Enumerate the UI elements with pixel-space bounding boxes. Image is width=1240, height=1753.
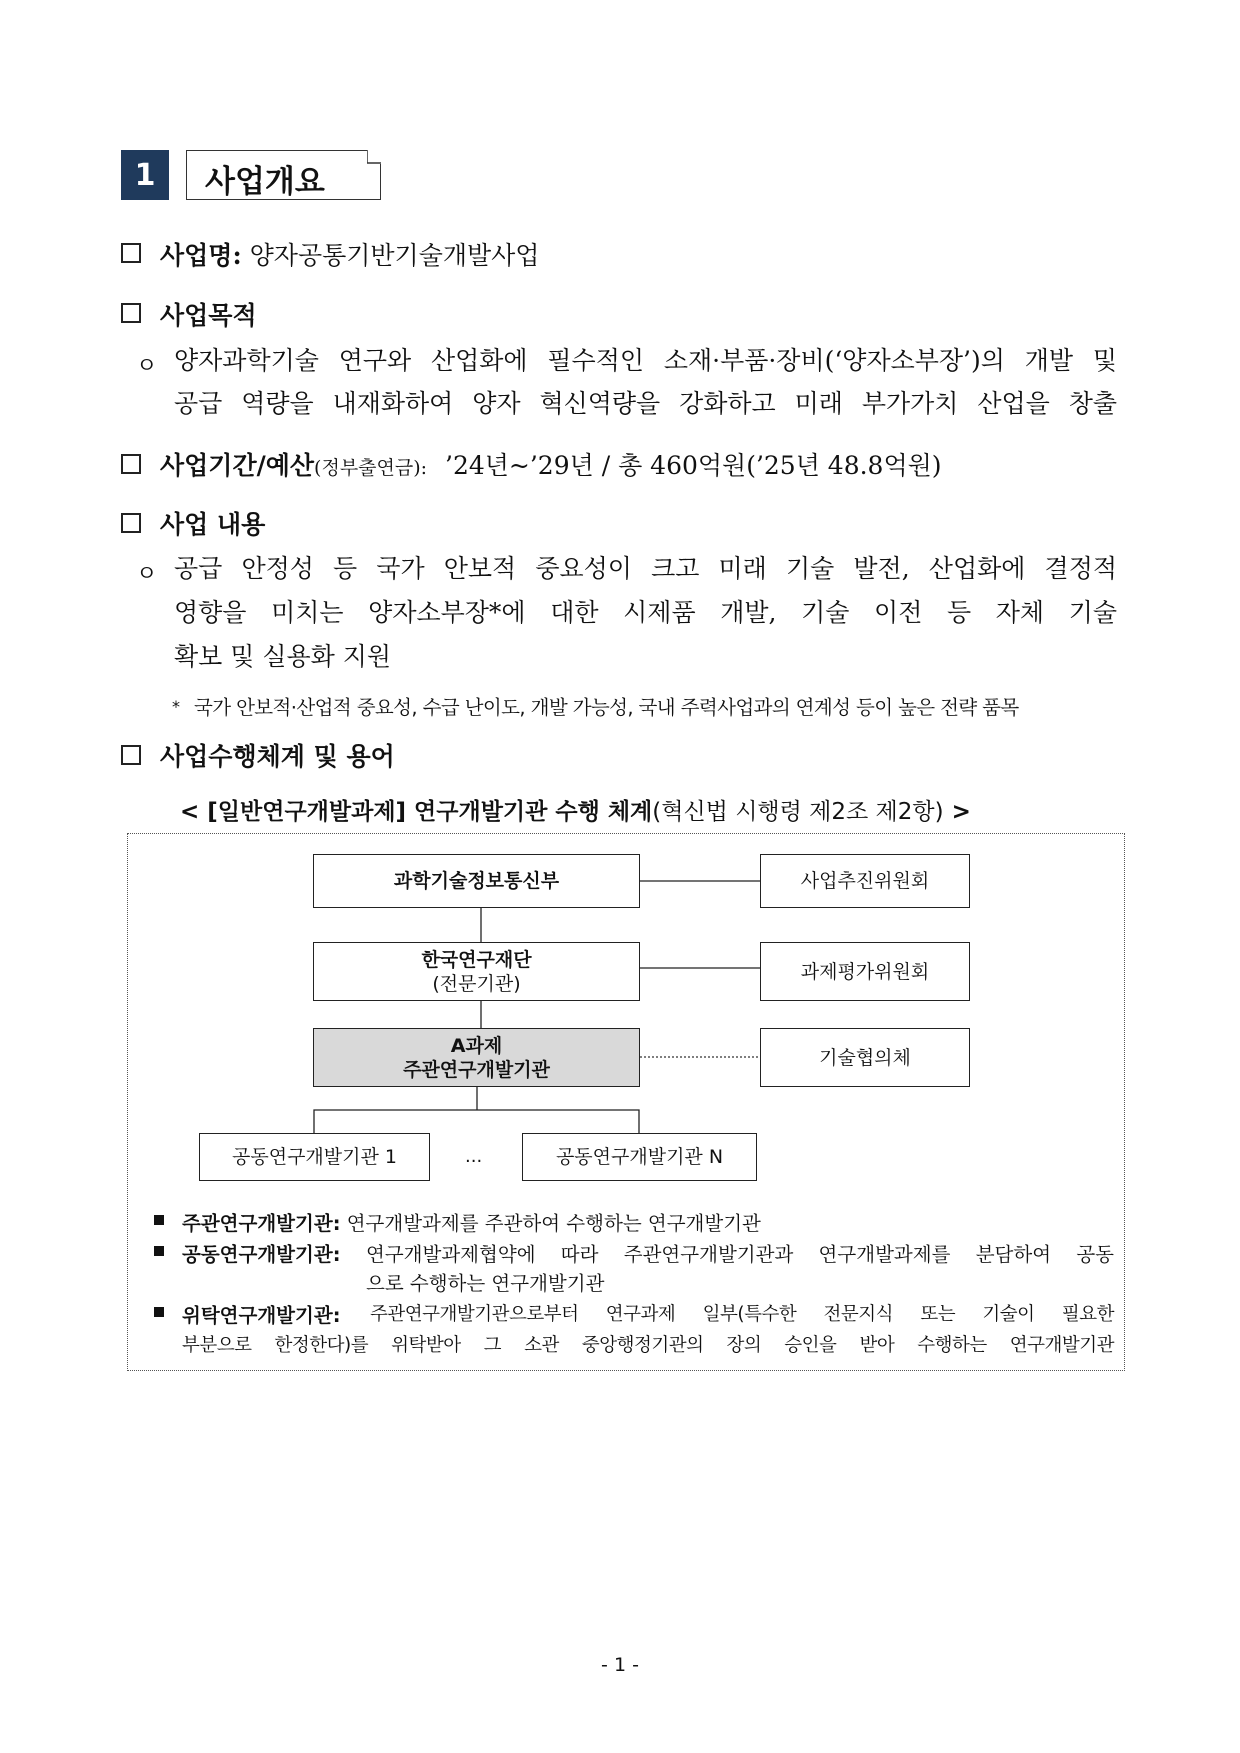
note-asterisk: * <box>172 697 180 716</box>
bullet-square-icon <box>154 1246 164 1256</box>
tech-council-label: 기술협의체 <box>819 1046 911 1069</box>
caption-bold: [일반연구개발과제] 연구개발기관 수행 체계 <box>207 799 653 825</box>
committee-label: 사업추진위원회 <box>800 870 930 892</box>
joint-institution-n-label: 공동연구개발기관 N <box>555 1146 724 1168</box>
definition-entrusted-desc: 주관연구개발기관으로부터 연구과제 일부(특수한 전문지식 또는 기술이 필요한 <box>370 1304 1114 1325</box>
item-purpose-label: 사업목적 <box>160 301 257 330</box>
joint-institution-n-box <box>522 1133 757 1181</box>
joint-institution-1-box <box>199 1133 430 1181</box>
section-number: 1 <box>121 150 169 200</box>
item-name-label: 사업명: <box>160 241 242 270</box>
caption-open: < <box>180 799 208 825</box>
ministry-box <box>313 854 640 908</box>
caption-close: > <box>943 799 971 825</box>
definition-term: 주관연구개발기관: <box>182 1212 341 1235</box>
lead-institution-box <box>313 1028 640 1087</box>
foundation-label: 한국연구재단 <box>421 948 532 971</box>
eval-committee-label: 과제평가위원회 <box>800 960 930 983</box>
lead-project-label: A과제 <box>450 1034 503 1057</box>
page-number: - 1 - <box>601 1654 639 1676</box>
bullet-square-icon <box>154 1215 164 1225</box>
item-system-label: 사업수행체계 및 용어 <box>160 742 395 771</box>
bullet-circle: ㅇ <box>136 562 158 587</box>
definition-joint-term <box>182 1239 341 1267</box>
item-period-label: 사업기간/예산 <box>160 451 315 480</box>
tech-council-box <box>760 1028 970 1087</box>
definition-entrusted-desc-2: 부분으로 한정한다)를 위탁받아 그 소관 중앙행정기관의 장의 승인을 받아 수행하는 연구개발기관 <box>182 1335 1114 1356</box>
lead-institution-label: 주관연구개발기관 <box>403 1058 550 1081</box>
item-name-value: 양자공통기반기술개발사업 <box>249 241 540 270</box>
foundation-box <box>313 942 640 1001</box>
content-note: 국가 안보적·산업적 중요성, 수급 난이도, 개발 가능성, 국내 주력사업과의 연계성 등이 높은 전략 품목 <box>194 696 1019 719</box>
joint-institution-1-label: 공동연구개발기관 1 <box>232 1146 397 1168</box>
section-title: 사업개요 <box>205 164 325 200</box>
definition-lead <box>182 1208 761 1236</box>
purpose-line-2: 공급 역량을 내재화하여 양자 혁신역량을 강화하고 미래 부가가치 산업을 창출 <box>174 389 1117 418</box>
eval-committee-box <box>760 942 970 1001</box>
item-period-value: ’24년~’29년 / 총 460억원(’25년 48.8억원) <box>445 451 942 480</box>
item-content-label: 사업 내용 <box>160 510 266 539</box>
purpose-line-1: 양자과학기술 연구와 산업화에 필수적인 소재·부품·장비(‘양자소부장’)의 개발 및 <box>174 346 1117 375</box>
foundation-sub-label: (전문기관) <box>432 972 521 995</box>
content-line-3: 확보 및 실용화 지원 <box>174 642 392 671</box>
item-period-small: (정부출연금): <box>314 457 428 479</box>
definition-joint-desc: 연구개발과제협약에 따라 주관연구개발기관과 연구개발과제를 분담하여 공동 <box>366 1243 1114 1266</box>
definition-term: 공동연구개발기관: <box>182 1243 341 1266</box>
caption-normal: (혁신법 시행령 제2조 제2항) <box>652 799 944 825</box>
committee-box <box>760 854 970 908</box>
definition-entrusted-term <box>182 1300 341 1328</box>
diagram-ellipsis: ... <box>465 1146 483 1167</box>
bullet-circle: ㅇ <box>136 354 158 379</box>
definition-term: 위탁연구개발기관: <box>182 1304 341 1327</box>
ministry-label: 과학기술정보통신부 <box>393 870 560 892</box>
definition-joint-desc-2: 으로 수행하는 연구개발기관 <box>366 1272 605 1295</box>
content-line-2: 영향을 미치는 양자소부장*에 대한 시제품 개발, 기술 이전 등 자체 기술 <box>174 598 1117 627</box>
bullet-square-icon <box>154 1307 164 1317</box>
definition-desc: 연구개발과제를 주관하여 수행하는 연구개발기관 <box>346 1212 761 1235</box>
content-line-1: 공급 안정성 등 국가 안보적 중요성이 크고 미래 기술 발전, 산업화에 결정적 <box>174 554 1117 583</box>
